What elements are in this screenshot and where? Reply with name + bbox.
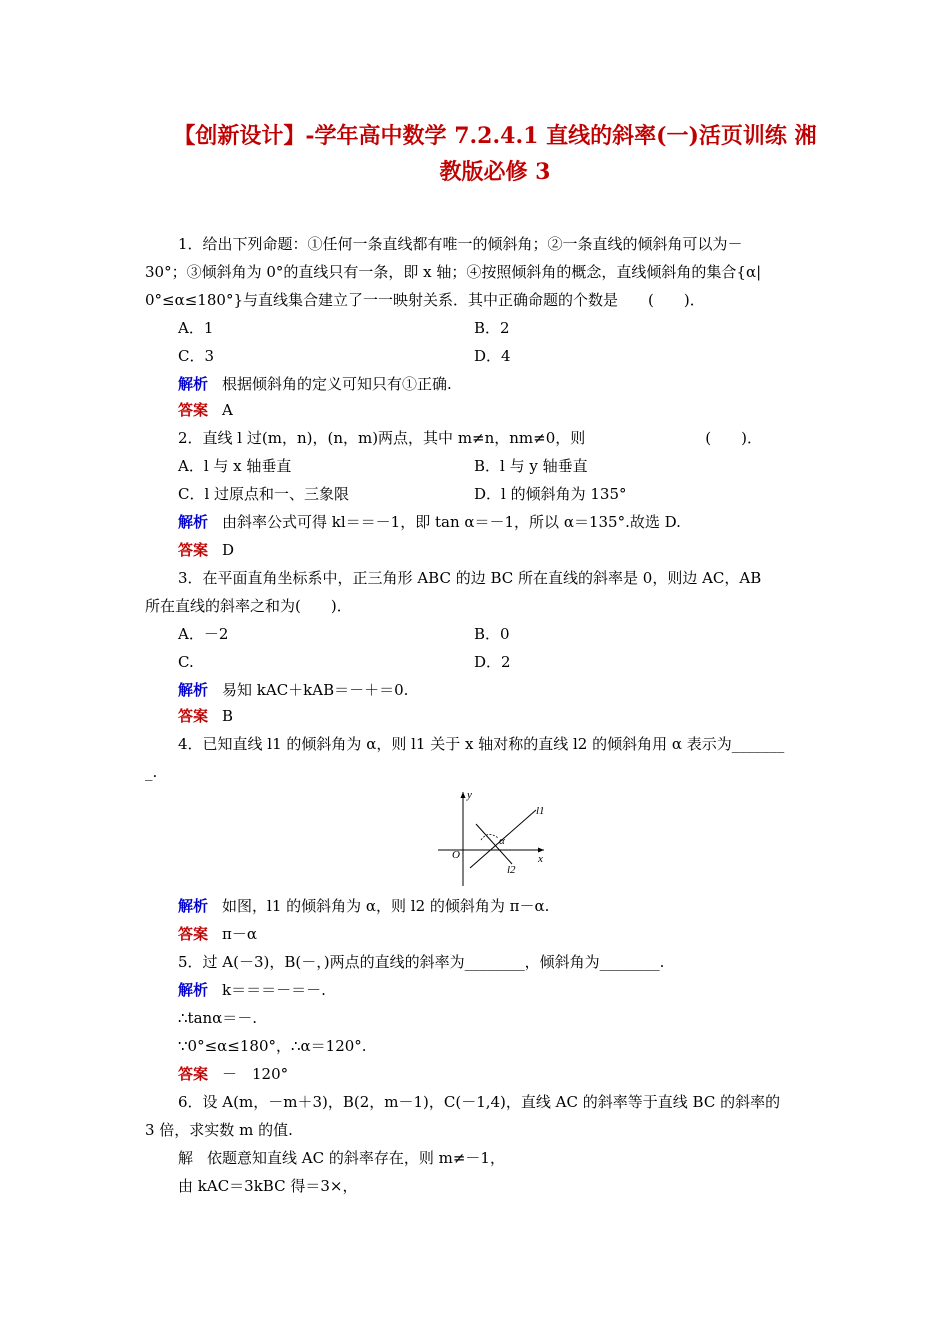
q3-answer-text: B xyxy=(222,707,234,725)
y-axis-arrow xyxy=(461,792,466,798)
q3-option-b: B．0 xyxy=(474,625,510,643)
answer-label: 答案 xyxy=(178,541,209,559)
q6-solution xyxy=(178,1148,505,1168)
q2-analysis xyxy=(178,512,681,532)
q3-line-2: 所在直线的斜率之和为( )． xyxy=(145,597,352,615)
solution-label: 解 xyxy=(178,1149,194,1167)
q1-option-c: C．3 xyxy=(178,347,215,365)
origin-label: O xyxy=(452,849,460,861)
q1-option-b: B．2 xyxy=(474,319,510,337)
q4-analysis xyxy=(178,896,549,916)
q1-answer xyxy=(178,400,233,420)
q2-option-c: C．l 过原点和一、三象限 xyxy=(178,485,350,503)
q6-solution-text: 依题意知直线 AC 的斜率存在，则 m≠－1， xyxy=(207,1149,505,1167)
q2-analysis-text: 由斜率公式可得 kl＝＝－1，即 tan α＝－1，所以 α＝135°.故选 D. xyxy=(222,513,681,531)
x-axis-label: x xyxy=(538,853,543,865)
q1-line-2: 30°；③倾斜角为 0°的直线只有一条，即 x 轴；④按照倾斜角的概念，直线倾斜角的集合{α| xyxy=(145,263,762,281)
reflection-diagram xyxy=(436,788,548,888)
q3-option-a: A．－2 xyxy=(178,625,229,643)
analysis-label: 解析 xyxy=(178,897,209,915)
q1-analysis-text: 根据倾斜角的定义可知只有①正确. xyxy=(222,375,452,393)
alpha-label: α xyxy=(499,835,505,847)
q4-line-1: 4．已知直线 l1 的倾斜角为 α，则 l1 关于 x 轴对称的直线 l2 的倾斜角用 α 表示为_______ xyxy=(178,735,785,753)
q3-line-1: 3．在平面直角坐标系中，正三角形 ABC 的边 BC 所在直线的斜率是 0，则边 AC，AB xyxy=(178,569,762,587)
q5-step-3: ∵0°≤α≤180°，∴α＝120°. xyxy=(178,1037,367,1055)
analysis-label: 解析 xyxy=(178,513,209,531)
q5-answer-text: － 120° xyxy=(222,1065,289,1083)
answer-label: 答案 xyxy=(178,925,209,943)
q5-analysis xyxy=(178,980,326,1000)
q1-line-3: 0°≤α≤180°}与直线集合建立了一一映射关系．其中正确命题的个数是 ( )． xyxy=(145,291,705,309)
l1-label: l1 xyxy=(536,805,545,817)
q1-option-d: D．4 xyxy=(474,347,511,365)
answer-label: 答案 xyxy=(178,707,209,725)
q2-answer-text: D xyxy=(222,541,235,559)
q4-analysis-text: 如图，l1 的倾斜角为 α，则 l2 的倾斜角为 π－α. xyxy=(222,897,550,915)
q3-analysis xyxy=(178,680,408,700)
answer-label: 答案 xyxy=(178,1065,209,1083)
q5-analysis-text: k＝＝＝－＝－. xyxy=(222,981,326,999)
title-line-1: 【创新设计】-学年高中数学 7.2.4.1 直线的斜率(一)活页训练 湘 xyxy=(173,123,817,149)
q6-step-2: 由 kAC＝3kBC 得＝3×， xyxy=(178,1177,358,1195)
q3-answer xyxy=(178,706,233,726)
title-line-2: 教版必修 3 xyxy=(439,159,551,185)
q3-analysis-text: 易知 kAC＋kAB＝－＋＝0. xyxy=(222,681,409,699)
analysis-label: 解析 xyxy=(178,681,209,699)
q1-answer-text: A xyxy=(222,401,233,419)
q6-line-1: 6．设 A(m，－m＋3)，B(2，m－1)，C(－1,4)，直线 AC 的斜率等于直线 BC 的斜率的 xyxy=(178,1093,781,1111)
q3-option-c: C. xyxy=(178,653,194,671)
q5-step-2: ∴tanα＝－. xyxy=(178,1009,258,1027)
analysis-label: 解析 xyxy=(178,375,209,393)
q2-option-a: A．l 与 x 轴垂直 xyxy=(178,457,292,475)
q2-answer xyxy=(178,540,234,560)
document-title xyxy=(170,118,820,190)
q2-option-b: B．l 与 y 轴垂直 xyxy=(474,457,588,475)
q2-line-1: 2．直线 l 过(m，n)，(n，m)两点，其中 m≠n，nm≠0，则 ( )． xyxy=(178,429,762,447)
q5-line-1: 5．过 A(－3)，B(－，)两点的直线的斜率为________，倾斜角为________. xyxy=(178,953,665,971)
q4-line-2: _. xyxy=(145,763,158,781)
q1-line-1: 1．给出下列命题：①任何一条直线都有唯一的倾斜角；②一条直线的倾斜角可以为－ xyxy=(178,235,743,253)
q1-option-a: A．1 xyxy=(178,319,214,337)
q3-option-d: D．2 xyxy=(474,653,511,671)
q6-line-2: 3 倍，求实数 m 的值. xyxy=(145,1121,293,1139)
y-axis-label: y xyxy=(467,789,472,801)
q5-answer xyxy=(178,1064,288,1084)
l2-label: l2 xyxy=(507,864,516,876)
answer-label: 答案 xyxy=(178,401,209,419)
q4-answer-text: π－α xyxy=(222,925,258,943)
x-axis-arrow xyxy=(538,848,544,853)
q4-answer xyxy=(178,924,257,944)
q2-option-d: D．l 的倾斜角为 135° xyxy=(474,485,627,503)
analysis-label: 解析 xyxy=(178,981,209,999)
q1-analysis xyxy=(178,374,452,394)
